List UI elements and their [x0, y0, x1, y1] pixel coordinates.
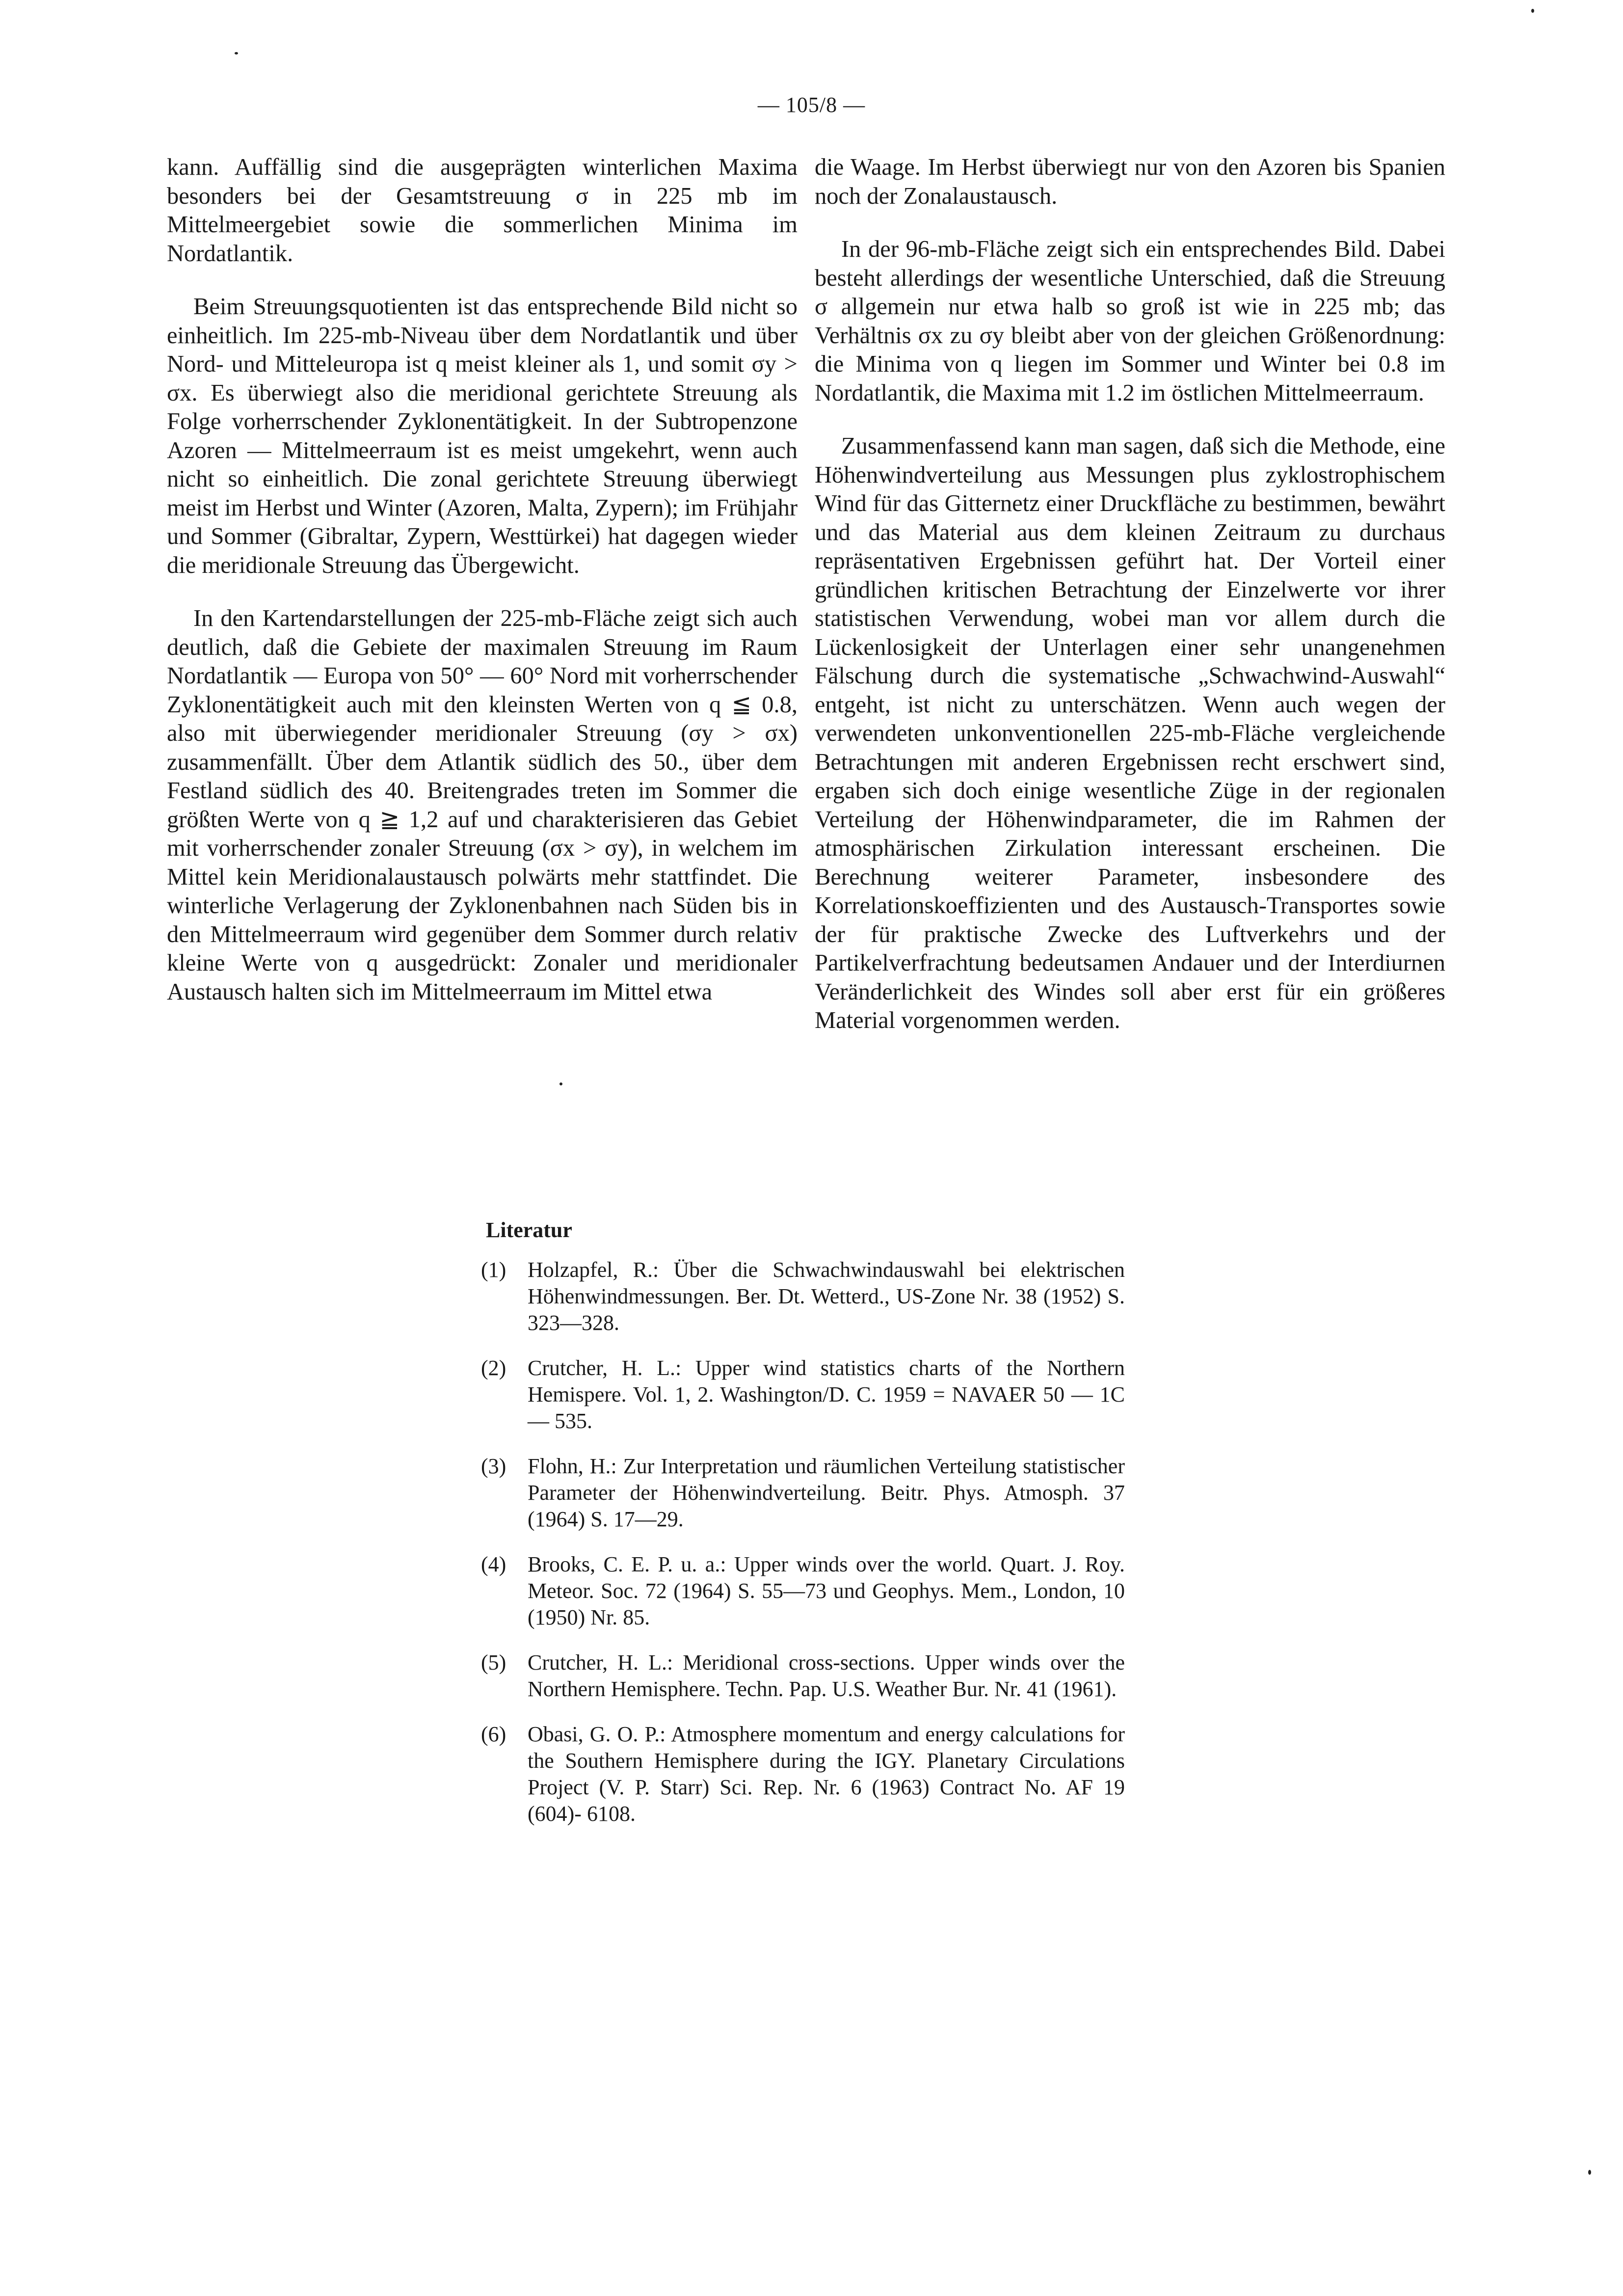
reference-number: (2): [481, 1356, 506, 1380]
reference-text: Obasi, G. O. P.: Atmosphere momentum and energy calculations for the Southern Hemisphere during the IGY. Planetary Circulations Project (V. P. Starr) Sci. Rep. Nr. 6 (1963) Contract No. AF 19 (604)- 6108.: [528, 1722, 1125, 1826]
literature-heading: Literatur: [486, 1218, 572, 1242]
paragraph: kann. Auffällig sind die ausgeprägten winterlichen Maxima besonders bei der Gesamtstreuung σ in 225 mb im Mittelmeergebiet sowie die sommerlichen Minima im Nordatlantik.: [167, 154, 798, 267]
reference-item: [481, 1257, 1125, 1336]
paragraph: Beim Streuungsquotienten ist das entsprechende Bild nicht so einheitlich. Im 225-mb-Niveau über dem Nordatlantik und über Nord- und Mitteleuropa ist q meist kleiner als 1, und somit σy > σx. Es überwiegt also die meridional gerichtete Streuung als Folge vorherrschender Zyklonentätigkeit. In der Subtropenzone Azoren — Mittelmeerraum ist es meist umgekehrt, wenn auch nicht so einheitlich. Die zonal gerichtete Streuung überwiegt meist im Herbst und Winter (Azoren, Malta, Zypern); im Frühjahr und Sommer (Gibraltar, Zypern, Westtürkei) hat dagegen wieder die meridionale Streuung das Übergewicht.: [167, 294, 798, 578]
right-column: [815, 153, 1445, 1035]
reference-number: (1): [481, 1258, 506, 1282]
reference-item: [481, 1649, 1125, 1702]
paragraph: Zusammenfassend kann man sagen, daß sich die Methode, eine Höhenwindverteilung aus Messungen plus zyklostrophischem Wind für das Gitternetz einer Druckfläche zu bestimmen, bewährt und das Material aus dem kleinen Zeitraum zu durchaus repräsentativen Ergebnissen geführt hat. Der Vorteil einer gründlichen kritischen Betrachtung der Einzelwerte vor ihrer statistischen Verwendung, wobei man vor allem durch die Lückenlosigkeit der Unterlagen einer sehr unangenehmen Fälschung durch die systematische „Schwachwind-Auswahl“ entgeht, ist nicht zu unterschätzen. Wenn auch wegen der verwendeten unkonventionellen 225-mb-Fläche vergleichende Betrachtungen mit anderen Ergebnissen recht erschwert sind, ergaben sich doch einige wesentliche Züge in der regionalen Verteilung der Höhenwindparameter, die im Rahmen der atmosphärischen Zirkulation interessant erscheinen. Die Berechnung weiterer Parameter, insbesondere des Korrelationskoeffizienten und des Austausch-Transportes sowie der für praktische Zwecke des Luftverkehrs und der Partikelverfrachtung bedeutsamen Andauer und der Interdiurnen Veränderlichkeit des Windes soll aber erst für ein größeres Material vorgenommen werden.: [815, 433, 1445, 1033]
paragraph: In den Kartendarstellungen der 225-mb-Fläche zeigt sich auch deutlich, daß die Gebiete der maximalen Streuung im Raum Nordatlantik — Europa von 50° — 60° Nord mit vorherrschender Zyklonentätigkeit auch mit den kleinsten Werten von q ≦ 0.8, also mit überwiegender meridionaler Streuung (σy > σx) zusammenfällt. Über dem Atlantik südlich des 50., über dem Festland südlich des 40. Breitengrades treten im Sommer die größten Werte von q ≧ 1,2 auf und charakterisieren das Gebiet mit vorherrschender zonaler Streuung (σx > σy), in welchem im Mittel kein Meridionalaustausch polwärts mehr stattfindet. Die winterliche Verlagerung der Zyklonenbahnen nach Süden bis in den Mittelmeerraum wird gegenüber dem Sommer durch relativ kleine Werte von q ausgedrückt: Zonaler und meridionaler Austausch halten sich im Mittelmeerraum im Mittel etwa: [167, 605, 798, 1005]
reference-number: (3): [481, 1454, 506, 1478]
reference-text: Flohn, H.: Zur Interpretation und räumlichen Verteilung statistischer Parameter der Höhenwindverteilung. Beitr. Phys. Atmosph. 37 (1964) S. 17—29.: [528, 1454, 1125, 1531]
reference-text: Brooks, C. E. P. u. a.: Upper winds over the world. Quart. J. Roy. Meteor. Soc. 72 (1964) S. 55—73 und Geophys. Mem., London, 10 (1950) Nr. 85.: [528, 1552, 1125, 1629]
paragraph: die Waage. Im Herbst überwiegt nur von den Azoren bis Spanien noch der Zonalaustausch.: [815, 154, 1445, 209]
reference-number: (4): [481, 1552, 506, 1576]
scan-speck: [1588, 2170, 1591, 2175]
scan-speck: [235, 52, 238, 54]
scan-speck: [1531, 9, 1534, 13]
page-number: — 105/8 —: [757, 93, 866, 117]
reference-list: [481, 1257, 1125, 1846]
reference-text: Crutcher, H. L.: Upper wind statistics charts of the Northern Hemispere. Vol. 1, 2. Washington/D. C. 1959 = NAVAER 50 — 1C — 535.: [528, 1356, 1125, 1433]
reference-item: [481, 1453, 1125, 1533]
scan-speck: [559, 1082, 562, 1085]
reference-number: (5): [481, 1650, 506, 1675]
reference-item: [481, 1551, 1125, 1631]
reference-item: [481, 1355, 1125, 1434]
paragraph: In der 96-mb-Fläche zeigt sich ein entsprechendes Bild. Dabei besteht allerdings der wesentliche Unterschied, daß die Streuung σ allgemein nur etwa halb so groß ist wie in 225 mb; das Verhältnis σx zu σy bleibt aber von der gleichen Größenordnung: die Minima von q liegen im Sommer und Winter bei 0.8 im Nordatlantik, die Maxima mit 1.2 im östlichen Mittelmeerraum.: [815, 236, 1445, 406]
left-column: [167, 153, 798, 1006]
reference-number: (6): [481, 1722, 506, 1746]
reference-text: Holzapfel, R.: Über die Schwachwindauswahl bei elektrischen Höhenwindmessungen. Ber. Dt. Wetterd., US-Zone Nr. 38 (1952) S. 323—328.: [528, 1258, 1125, 1335]
reference-text: Crutcher, H. L.: Meridional cross-sections. Upper winds over the Northern Hemisphere. Techn. Pap. U.S. Weather Bur. Nr. 41 (1961).: [528, 1650, 1125, 1701]
reference-item: [481, 1721, 1125, 1827]
